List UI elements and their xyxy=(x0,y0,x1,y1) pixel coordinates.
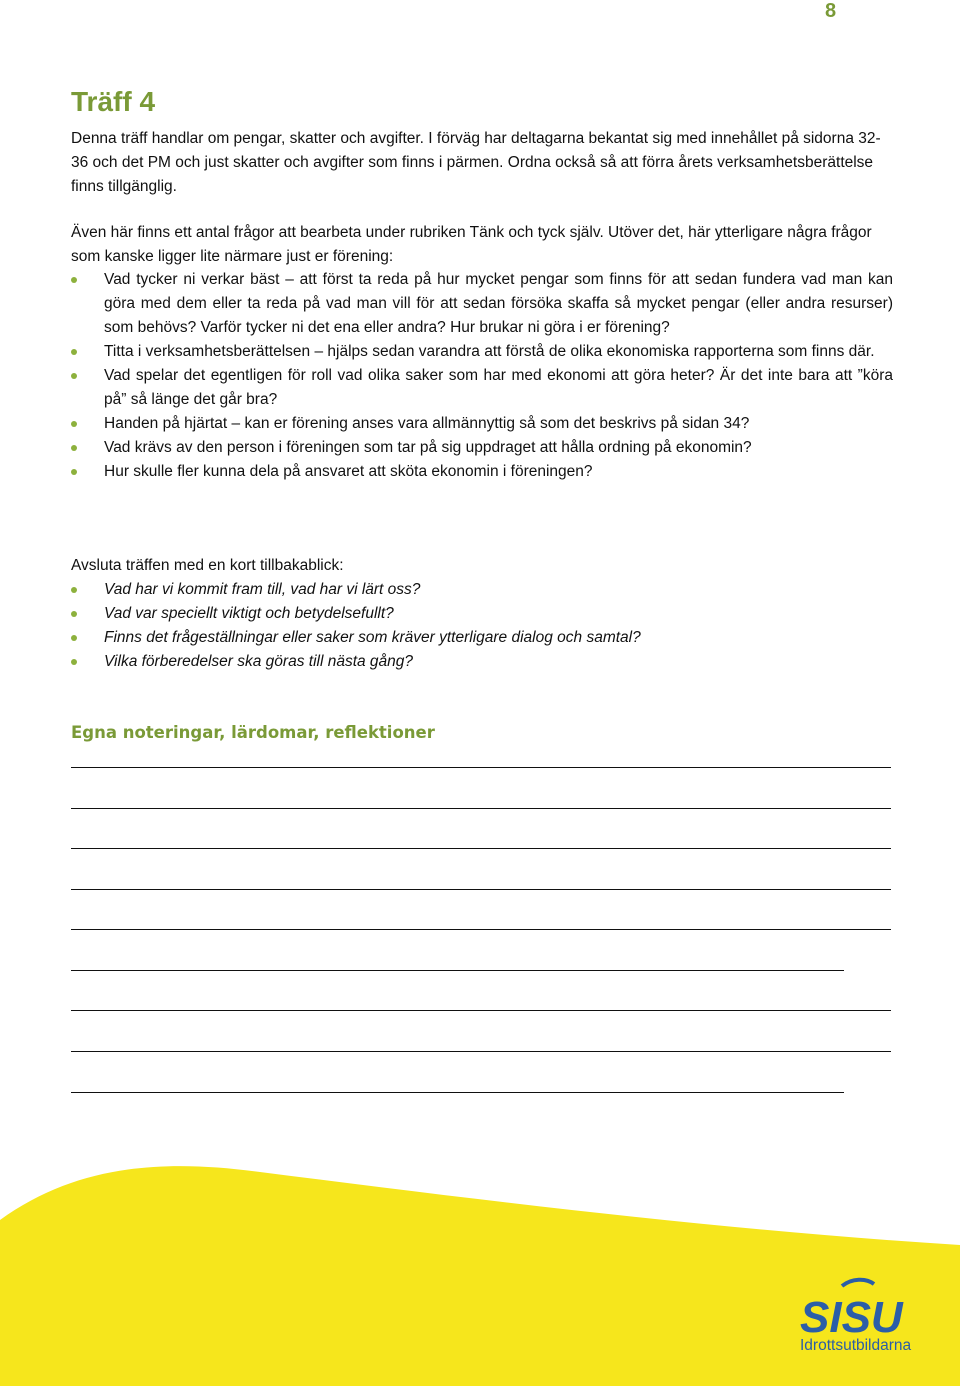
notes-line xyxy=(71,929,891,930)
closing-intro: Avsluta träffen med en kort tillbakablick: xyxy=(71,557,344,574)
question-text: Hur skulle fler kunna dela på ansvaret att sköta ekonomin i föreningen? xyxy=(104,463,593,480)
logo-wordmark: SISU xyxy=(800,1293,903,1342)
closing-question-text: Vad har vi kommit fram till, vad har vi lärt oss? xyxy=(104,581,421,598)
notes-line xyxy=(71,808,891,809)
notes-line xyxy=(71,1051,891,1052)
notes-line xyxy=(71,767,891,768)
discussion-questions-list xyxy=(71,268,893,484)
list-item xyxy=(71,340,893,364)
closing-question-text: Vilka förberedelser ska göras till nästa gång? xyxy=(104,653,414,670)
list-item xyxy=(71,650,893,674)
list-item xyxy=(71,460,893,484)
question-text: Titta i verksamhetsberättelsen – hjälps sedan varandra att förstå de olika ekonomiska rapporterna som finns där. xyxy=(104,343,875,360)
page-title: Träff 4 xyxy=(71,86,156,117)
list-item xyxy=(71,436,893,460)
list-item xyxy=(71,578,893,602)
logo-subtitle: Idrottsutbildarna xyxy=(800,1337,912,1354)
bullet-icon xyxy=(71,611,77,617)
question-text: Vad spelar det egentligen för roll vad olika saker som har med ekonomi att göra heter? Är det inte bara att ”köra på” så länge det går bra? xyxy=(104,367,893,408)
list-item xyxy=(71,412,893,436)
bullet-icon xyxy=(71,277,77,283)
notes-line xyxy=(71,848,891,849)
bullet-icon xyxy=(71,445,77,451)
question-text: Vad krävs av den person i föreningen som tar på sig uppdraget att hålla ordning på ekonomin? xyxy=(104,439,752,456)
bullet-icon xyxy=(71,421,77,427)
notes-line xyxy=(71,1092,844,1093)
bullet-icon xyxy=(71,349,77,355)
intro-paragraph: Denna träff handlar om pengar, skatter och avgifter. I förväg har deltagarna bekantat sig med innehållet på sidorna 32-36 och det PM och just skatter och avgifter som finns i pärmen. Ordna också så att förra årets verksamhetsberättelse finns tillgänglig. xyxy=(71,130,881,195)
closing-questions-list xyxy=(71,578,893,674)
page-number: 8 xyxy=(825,0,837,22)
list-item xyxy=(71,602,893,626)
bullet-icon xyxy=(71,659,77,665)
bullet-icon xyxy=(71,587,77,593)
notes-line xyxy=(71,1010,891,1011)
list-item xyxy=(71,268,893,340)
closing-question-text: Vad var speciellt viktigt och betydelsefullt? xyxy=(104,605,394,622)
notes-heading: Egna noteringar, lärdomar, reflektioner xyxy=(71,723,435,742)
questions-intro-paragraph: Även här finns ett antal frågor att bearbeta under rubriken Tänk och tyck själv. Utöver det, här ytterligare några frågor som kanske ligger lite närmare just er förening: xyxy=(71,224,872,265)
list-item xyxy=(71,626,893,650)
bullet-icon xyxy=(71,635,77,641)
bullet-icon xyxy=(71,373,77,379)
notes-line xyxy=(71,889,891,890)
question-text: Handen på hjärtat – kan er förening anses vara allmännyttig så som det beskrivs på sidan 34? xyxy=(104,415,750,432)
question-text: Vad tycker ni verkar bäst – att först ta reda på hur mycket pengar som finns för att sedan fundera vad man kan göra med dem eller ta reda på vad man vill för att sedan försöka skaffa så mycket pengar (eller andra resurser) som behövs? Varför tycker ni det ena eller andra? Hur brukar ni göra i er förening? xyxy=(104,271,893,336)
closing-question-text: Finns det frågeställningar eller saker som kräver ytterligare dialog och samtal? xyxy=(104,629,641,646)
list-item xyxy=(71,364,893,412)
bullet-icon xyxy=(71,469,77,475)
notes-line xyxy=(71,970,844,971)
